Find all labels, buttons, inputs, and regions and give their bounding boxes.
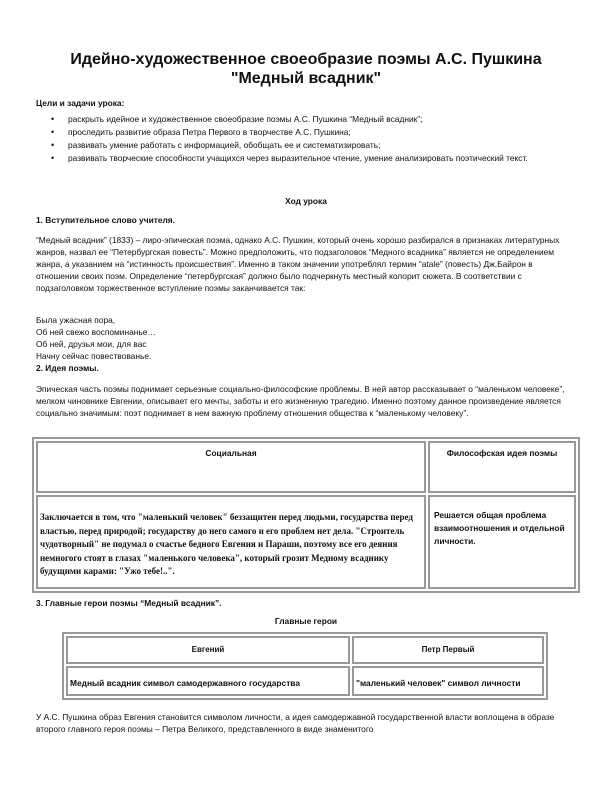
poem-line: Была ужасная пора, [36, 315, 116, 325]
section3-heading: 3. Главные герои поэмы “Медный всадник”. [36, 598, 222, 608]
ideas-table [32, 437, 580, 593]
section2-text: Эпическая часть поэмы поднимает серьезные социально-философские проблемы. В ней автор рассказывает о “маленьком человеке”, мелком чиновнике Евгении, описывает его мечты, заботы и его жизненную трагедию. Именно поэтому данное произведение является социально значимым: поэт поднимает в нем важную проблему отношения общества к “маленькому человеку”. [36, 384, 565, 418]
section1-heading: 1. Вступительное слово учителя. [36, 215, 176, 225]
poem-line: Об ней свежо воспоминанье… [36, 327, 156, 337]
list-item: • развивать творческие способности учащихся через выразительное чтение, умение анализировать поэтический текст. [40, 152, 560, 165]
section1-text: “Медный всадник” (1833) – лиро-эпическая поэма, однако А.С. Пушкин, который очень хорошо разбирался в признаках литературных жанров, назвал ее “Петербургская повесть”. Можно предположить, что подзаголовок “Медного всадника” является не определением жанра, а указанием на “истинность происшествия”. Именно в таком значении употреблял термин “atale” (повесть) Дж.Байрон в отношении своих поэм. Определение “петербургская” должно было подчеркнуть местный колорит сюжета. В соответствии с подзаголовком торжественное вступление поэмы заканчивается так: [36, 235, 560, 293]
table-cell-social: Заключается в том, что "маленький человек" беззащитен перед людьми, государства перед властью, перед природой; государству до него самого и его проблем нет дела. "Строитель чудотворный" не подумал о счастье бедного Евгения и Параши, поэтому все его деяния немногого стоят в глазах "маленького человека", который грозит Медному всаднику будущими карами: "Ужо тебе!..". [36, 495, 426, 589]
lesson-heading: Ход урока [285, 196, 327, 206]
table-cell-philosophical: Решается общая проблема взаимоотношения и отдельной личности. [428, 495, 576, 589]
table2-caption: Главные герои [274, 616, 338, 626]
list-item: • проследить развитие образа Петра Первого в творчестве А.С. Пушкина; [40, 126, 560, 139]
table-header-evgeny: Евгений [66, 636, 350, 664]
page-title: Идейно-художественное своеобразие поэмы А.С. Пушкина "Медный всадник" [70, 51, 542, 87]
list-item: • развивать умение работать с информацией, обобщать ее и систематизировать; [40, 139, 560, 152]
table-cell-evgeny: Медный всадник символ самодержавного государства [66, 666, 350, 696]
table-header-peter: Петр Первый [352, 636, 544, 664]
table-header-social: Социальная [36, 441, 426, 493]
final-text: У А.С. Пушкина образ Евгения становится символом личности, а идея самодержавной государственной власти воплощена в образе второго главного героя поэмы – Петра Великого, представленного в виде знаменитого [36, 712, 555, 734]
poem-quote [36, 314, 156, 362]
poem-line: Об ней, друзья мои, для вас [36, 339, 147, 349]
section2-heading: 2. Идея поэмы. [36, 363, 99, 373]
table-header-philosophical: Философская идея поэмы [428, 441, 576, 493]
heroes-table [62, 632, 548, 700]
list-item: • раскрыть идейное и художественное своеобразие поэмы А.С. Пушкина “Медный всадник”; [40, 113, 560, 126]
table-cell-peter: "маленький человек" символ личности [352, 666, 544, 696]
poem-line: Начну сейчас повествованье. [36, 351, 152, 361]
goals-list [40, 113, 560, 165]
goals-heading: Цели и задачи урока: [36, 98, 125, 108]
